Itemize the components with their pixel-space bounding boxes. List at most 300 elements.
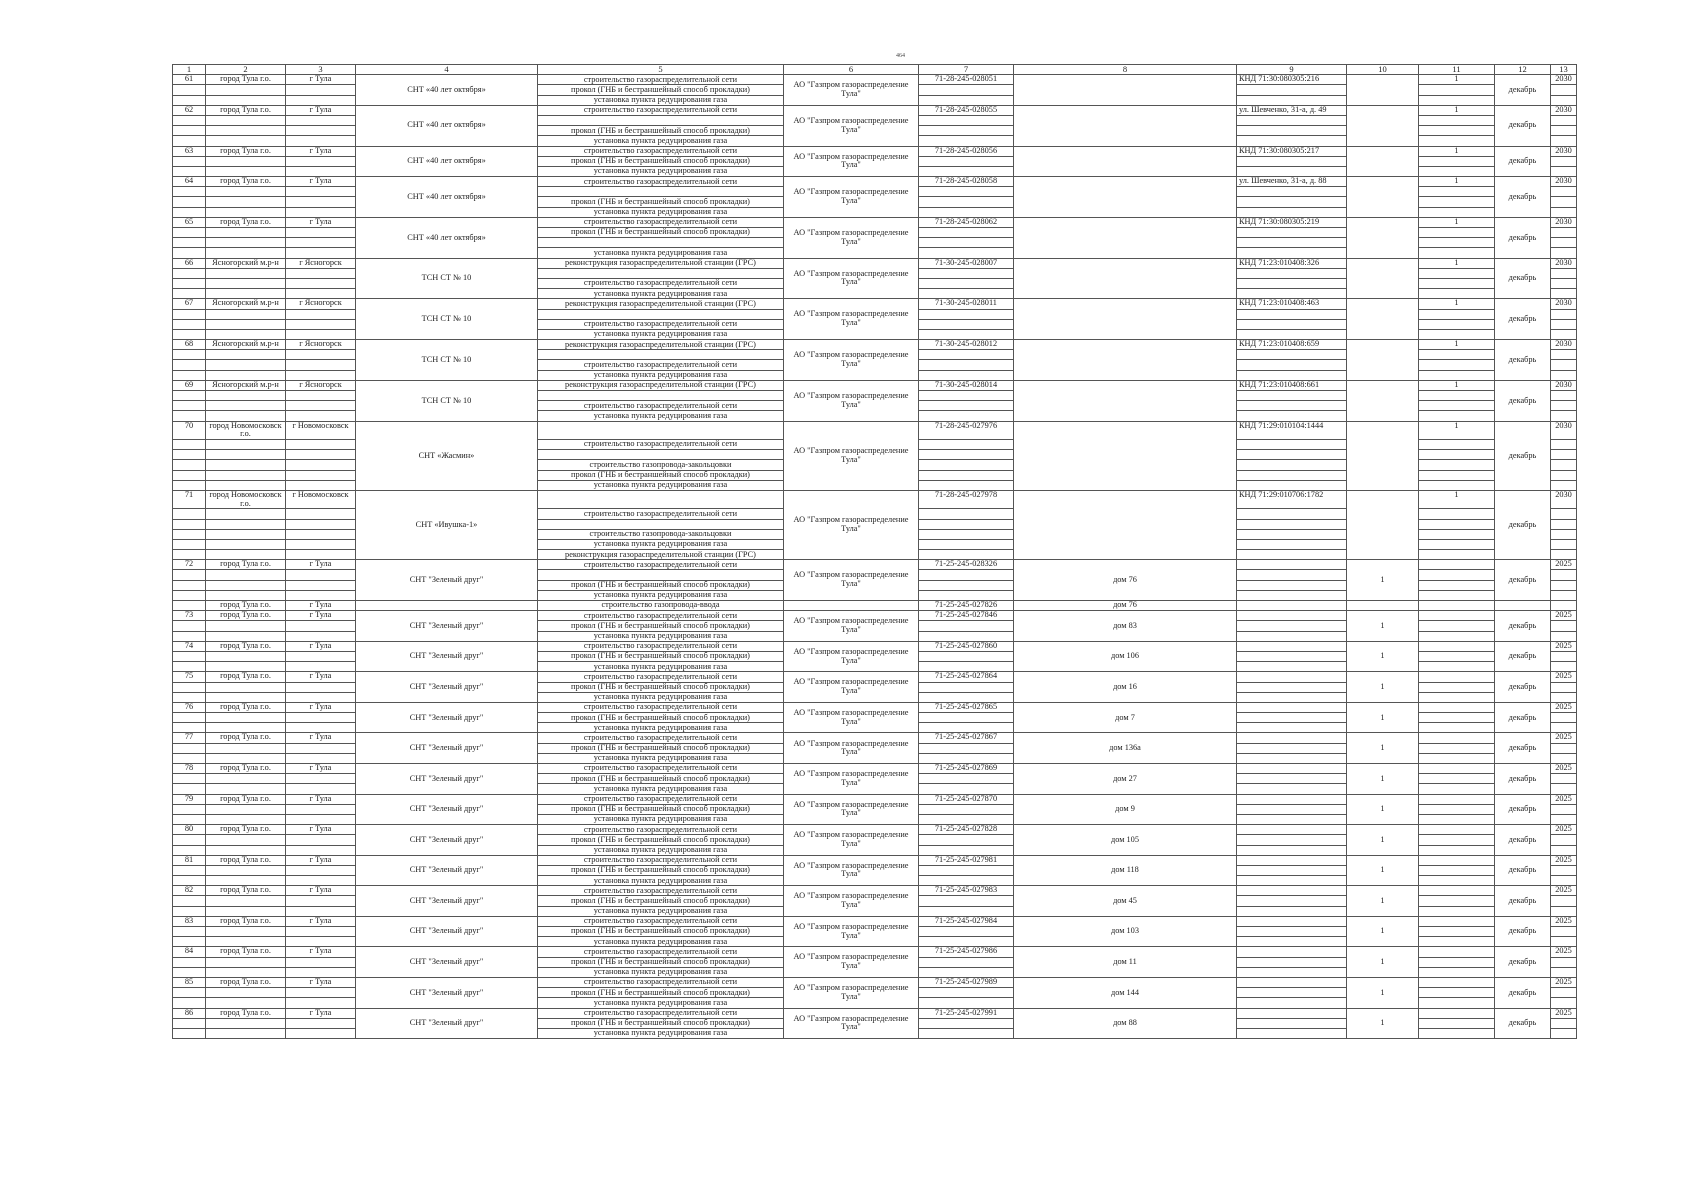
empty-cell <box>1551 713 1577 723</box>
empty-cell <box>1237 937 1347 947</box>
count-cell-11 <box>1419 1008 1495 1018</box>
work-type-cell: строительство газораспределительной сети <box>538 177 784 187</box>
empty-cell <box>1237 350 1347 360</box>
empty-cell <box>206 480 286 490</box>
address-cell <box>1237 855 1347 865</box>
organization-cell: АО "Газпром газораспределение Тула" <box>784 672 919 703</box>
organization-cell: АО "Газпром газораспределение Тула" <box>784 886 919 917</box>
empty-cell <box>173 590 206 600</box>
month-cell: декабрь <box>1495 1008 1551 1039</box>
work-type-cell: установка пункта редуцирования газа <box>538 692 784 702</box>
empty-cell <box>1237 692 1347 702</box>
empty-cell <box>173 1018 206 1028</box>
object-name-cell: СНТ "Зеленый друг" <box>356 977 538 1008</box>
city-cell: г Тула <box>286 177 356 187</box>
code-cell: 71-30-245-028011 <box>919 299 1014 309</box>
object-name-cell: СНТ «Ивушка-1» <box>356 490 538 559</box>
empty-cell <box>1237 166 1347 176</box>
empty-cell <box>286 743 356 753</box>
count-cell-11 <box>1419 855 1495 865</box>
empty-cell <box>1419 126 1495 136</box>
district-cell: город Тула г.о. <box>206 794 286 804</box>
empty-cell <box>919 896 1014 906</box>
empty-cell <box>1419 187 1495 197</box>
district-cell: город Тула г.о. <box>206 641 286 651</box>
empty-cell <box>286 723 356 733</box>
empty-cell <box>286 539 356 549</box>
count-cell-11: 1 <box>1419 177 1495 187</box>
empty-cell <box>1237 197 1347 207</box>
empty-cell <box>286 550 356 560</box>
house-cell <box>1014 299 1237 340</box>
empty-cell <box>919 539 1014 549</box>
empty-cell <box>206 309 286 319</box>
empty-cell <box>1419 289 1495 299</box>
table-row-object <box>173 947 1577 957</box>
empty-cell <box>173 401 206 411</box>
empty-cell <box>206 470 286 480</box>
empty-cell <box>919 278 1014 288</box>
empty-cell <box>919 187 1014 197</box>
city-cell: г Тула <box>286 733 356 743</box>
empty-cell <box>1419 682 1495 692</box>
district-cell: город Тула г.о. <box>206 217 286 227</box>
empty-cell <box>919 631 1014 641</box>
month-cell: декабрь <box>1495 947 1551 978</box>
address-cell: КНД 71:30:080305:219 <box>1237 217 1347 227</box>
district-cell: город Новомосковск г.о. <box>206 421 286 439</box>
table-row-object <box>173 340 1577 350</box>
empty-cell <box>1551 539 1577 549</box>
empty-cell <box>173 439 206 449</box>
count-cell-10: 1 <box>1347 947 1419 978</box>
empty-cell <box>286 329 356 339</box>
empty-cell <box>206 539 286 549</box>
year-cell: 2030 <box>1551 75 1577 85</box>
empty-cell <box>173 967 206 977</box>
empty-cell <box>1551 207 1577 217</box>
count-cell-11: 1 <box>1419 490 1495 508</box>
month-cell: декабрь <box>1495 217 1551 258</box>
count-cell-10: 1 <box>1347 886 1419 917</box>
empty-cell <box>1237 774 1347 784</box>
empty-cell <box>173 662 206 672</box>
table-row-object <box>173 560 1577 570</box>
empty-cell <box>1237 590 1347 600</box>
empty-cell <box>1237 713 1347 723</box>
city-cell: г Тула <box>286 764 356 774</box>
row-number: 69 <box>173 380 206 390</box>
district-cell: город Тула г.о. <box>206 977 286 987</box>
organization-cell <box>784 601 919 611</box>
empty-cell <box>1237 998 1347 1008</box>
empty-cell <box>286 248 356 258</box>
empty-cell <box>206 187 286 197</box>
empty-cell <box>1551 927 1577 937</box>
empty-cell <box>1551 238 1577 248</box>
empty-cell <box>173 988 206 998</box>
empty-cell <box>206 207 286 217</box>
empty-cell <box>919 450 1014 460</box>
empty-cell <box>286 391 356 401</box>
house-cell: дом 106 <box>1014 641 1237 672</box>
count-cell-10: 1 <box>1347 977 1419 1008</box>
empty-cell <box>206 753 286 763</box>
count-cell-10: 1 <box>1347 611 1419 642</box>
empty-cell <box>919 370 1014 380</box>
empty-cell <box>919 207 1014 217</box>
table-row-object <box>173 299 1577 309</box>
empty-cell <box>286 319 356 329</box>
empty-cell <box>1237 268 1347 278</box>
object-name-cell: СНТ "Зеленый друг" <box>356 1008 538 1039</box>
empty-cell <box>919 743 1014 753</box>
year-cell: 2025 <box>1551 764 1577 774</box>
empty-cell <box>286 411 356 421</box>
empty-cell <box>173 998 206 1008</box>
count-cell-10: 1 <box>1347 855 1419 886</box>
house-cell <box>1014 177 1237 218</box>
code-cell: 71-25-245-027991 <box>919 1008 1014 1018</box>
empty-cell <box>173 309 206 319</box>
empty-cell <box>206 228 286 238</box>
work-type-cell: прокол (ГНБ и бестраншейный способ прокладки) <box>538 470 784 480</box>
work-type-cell <box>538 570 784 580</box>
row-number: 85 <box>173 977 206 987</box>
work-type-cell: установка пункта редуцирования газа <box>538 876 784 886</box>
house-cell: дом 76 <box>1014 601 1237 611</box>
table-row-object <box>173 105 1577 115</box>
empty-cell <box>1237 1028 1347 1038</box>
work-type-cell: строительство газораспределительной сети <box>538 916 784 926</box>
empty-cell <box>286 631 356 641</box>
organization-cell: АО "Газпром газораспределение Тула" <box>784 560 919 601</box>
row-number: 72 <box>173 560 206 570</box>
empty-cell <box>919 411 1014 421</box>
organization-cell: АО "Газпром газораспределение Тула" <box>784 825 919 856</box>
month-cell: декабрь <box>1495 825 1551 856</box>
count-cell-11 <box>1419 764 1495 774</box>
empty-cell <box>173 460 206 470</box>
house-cell: дом 16 <box>1014 672 1237 703</box>
code-cell: 71-28-245-028055 <box>919 105 1014 115</box>
count-cell-11: 1 <box>1419 75 1495 85</box>
empty-cell <box>919 865 1014 875</box>
address-cell: КНД 71:29:010706:1782 <box>1237 490 1347 508</box>
empty-cell <box>1419 753 1495 763</box>
address-cell <box>1237 601 1347 611</box>
empty-cell <box>286 268 356 278</box>
empty-cell <box>1419 590 1495 600</box>
year-cell: 2025 <box>1551 560 1577 570</box>
organization-cell: АО "Газпром газораспределение Тула" <box>784 1008 919 1039</box>
row-number: 65 <box>173 217 206 227</box>
work-type-cell: установка пункта редуцирования газа <box>538 784 784 794</box>
work-type-cell: прокол (ГНБ и бестраншейный способ прокладки) <box>538 126 784 136</box>
count-cell-10: 1 <box>1347 794 1419 825</box>
work-type-cell: прокол (ГНБ и бестраншейный способ прокладки) <box>538 927 784 937</box>
empty-cell <box>1237 439 1347 449</box>
empty-cell <box>286 370 356 380</box>
empty-cell <box>173 845 206 855</box>
empty-cell <box>1419 784 1495 794</box>
work-type-cell: установка пункта редуцирования газа <box>538 937 784 947</box>
empty-cell <box>173 743 206 753</box>
empty-cell <box>206 631 286 641</box>
empty-cell <box>1419 631 1495 641</box>
empty-cell <box>286 1028 356 1038</box>
code-cell: 71-25-245-027989 <box>919 977 1014 987</box>
table-row-object <box>173 75 1577 85</box>
empty-cell <box>1551 743 1577 753</box>
address-cell <box>1237 560 1347 570</box>
empty-cell <box>1551 115 1577 125</box>
empty-cell <box>1237 662 1347 672</box>
empty-cell <box>1419 85 1495 95</box>
empty-cell <box>1237 876 1347 886</box>
table-row-object <box>173 672 1577 682</box>
empty-cell <box>1237 329 1347 339</box>
empty-cell <box>286 187 356 197</box>
empty-cell <box>919 228 1014 238</box>
empty-cell <box>173 187 206 197</box>
empty-cell <box>1551 350 1577 360</box>
empty-cell <box>919 713 1014 723</box>
table-row-object <box>173 764 1577 774</box>
organization-cell: АО "Газпром газораспределение Тула" <box>784 380 919 421</box>
empty-cell <box>173 621 206 631</box>
empty-cell <box>286 621 356 631</box>
empty-cell <box>1419 319 1495 329</box>
empty-cell <box>1237 865 1347 875</box>
organization-cell: АО "Газпром газораспределение Тула" <box>784 916 919 947</box>
empty-cell <box>1419 743 1495 753</box>
year-cell: 2025 <box>1551 855 1577 865</box>
city-cell: г Тула <box>286 641 356 651</box>
empty-cell <box>1237 470 1347 480</box>
object-name-cell: ТСН СТ № 10 <box>356 380 538 421</box>
empty-cell <box>1419 896 1495 906</box>
empty-cell <box>286 166 356 176</box>
empty-cell <box>206 238 286 248</box>
empty-cell <box>286 927 356 937</box>
page-number: 464 <box>896 53 905 59</box>
house-cell: дом 11 <box>1014 947 1237 978</box>
empty-cell <box>1551 95 1577 105</box>
city-cell: г Тула <box>286 560 356 570</box>
empty-cell <box>206 998 286 1008</box>
empty-cell <box>206 289 286 299</box>
empty-cell <box>286 136 356 146</box>
house-cell <box>1014 421 1237 490</box>
empty-cell <box>286 238 356 248</box>
empty-cell <box>1419 439 1495 449</box>
year-cell: 2025 <box>1551 947 1577 957</box>
month-cell: декабрь <box>1495 380 1551 421</box>
empty-cell <box>1237 967 1347 977</box>
empty-cell <box>1551 411 1577 421</box>
count-cell-11: 1 <box>1419 299 1495 309</box>
code-cell: 71-28-245-027976 <box>919 421 1014 439</box>
city-cell: г Новомосковск <box>286 490 356 508</box>
work-type-cell: прокол (ГНБ и бестраншейный способ прокладки) <box>538 896 784 906</box>
row-number: 78 <box>173 764 206 774</box>
house-cell: дом 27 <box>1014 764 1237 795</box>
city-cell: г Ясногорск <box>286 340 356 350</box>
empty-cell <box>206 411 286 421</box>
empty-cell <box>1419 519 1495 529</box>
empty-cell <box>206 166 286 176</box>
year-cell: 2025 <box>1551 611 1577 621</box>
empty-cell <box>1551 197 1577 207</box>
empty-cell <box>206 662 286 672</box>
empty-cell <box>1237 784 1347 794</box>
count-cell-11 <box>1419 825 1495 835</box>
district-cell: город Тула г.о. <box>206 702 286 712</box>
city-cell: г Ясногорск <box>286 299 356 309</box>
empty-cell <box>173 774 206 784</box>
empty-cell <box>286 519 356 529</box>
row-number: 83 <box>173 916 206 926</box>
empty-cell <box>1237 207 1347 217</box>
empty-cell <box>1551 370 1577 380</box>
year-cell: 2025 <box>1551 794 1577 804</box>
empty-cell <box>173 896 206 906</box>
month-cell: декабрь <box>1495 764 1551 795</box>
city-cell: г Тула <box>286 217 356 227</box>
row-number: 66 <box>173 258 206 268</box>
empty-cell <box>206 651 286 661</box>
work-type-cell: прокол (ГНБ и бестраншейный способ прокладки) <box>538 85 784 95</box>
empty-cell <box>1237 187 1347 197</box>
district-cell: город Тула г.о. <box>206 764 286 774</box>
district-cell: город Тула г.о. <box>206 672 286 682</box>
empty-cell <box>206 590 286 600</box>
object-name-cell: СНТ "Зеленый друг" <box>356 825 538 856</box>
work-type-cell: установка пункта редуцирования газа <box>538 166 784 176</box>
empty-cell <box>173 539 206 549</box>
empty-cell <box>206 391 286 401</box>
work-type-cell: строительство газораспределительной сети <box>538 217 784 227</box>
count-cell-11: 1 <box>1419 105 1495 115</box>
empty-cell <box>206 988 286 998</box>
empty-cell <box>173 580 206 590</box>
empty-cell <box>919 197 1014 207</box>
empty-cell <box>1237 804 1347 814</box>
empty-cell <box>286 713 356 723</box>
district-cell: город Тула г.о. <box>206 177 286 187</box>
code-cell: 71-25-245-027981 <box>919 855 1014 865</box>
object-name-cell: СНТ "Зеленый друг" <box>356 611 538 642</box>
empty-cell <box>1419 268 1495 278</box>
empty-cell <box>206 460 286 470</box>
row-number: 73 <box>173 611 206 621</box>
empty-cell <box>1237 570 1347 580</box>
empty-cell <box>173 631 206 641</box>
empty-cell <box>206 350 286 360</box>
empty-cell <box>1551 631 1577 641</box>
count-cell-11 <box>1419 702 1495 712</box>
month-cell: декабрь <box>1495 886 1551 917</box>
empty-cell <box>1551 590 1577 600</box>
month-cell: декабрь <box>1495 299 1551 340</box>
count-cell-10: 1 <box>1347 1008 1419 1039</box>
work-type-cell: строительство газораспределительной сети <box>538 105 784 115</box>
table-row-object <box>173 886 1577 896</box>
empty-cell <box>1237 927 1347 937</box>
empty-cell <box>919 115 1014 125</box>
empty-cell <box>286 937 356 947</box>
row-number: 68 <box>173 340 206 350</box>
address-cell: КНД 71:30:080305:217 <box>1237 146 1347 156</box>
district-cell: город Тула г.о. <box>206 1008 286 1018</box>
empty-cell <box>919 774 1014 784</box>
empty-cell <box>1419 1018 1495 1028</box>
count-cell-10: 1 <box>1347 825 1419 856</box>
work-type-cell: установка пункта редуцирования газа <box>538 662 784 672</box>
month-cell: декабрь <box>1495 611 1551 642</box>
house-cell <box>1014 75 1237 106</box>
table-body <box>173 75 1577 1039</box>
empty-cell <box>1419 115 1495 125</box>
month-cell: декабрь <box>1495 702 1551 733</box>
district-cell: город Тула г.о. <box>206 855 286 865</box>
empty-cell <box>1237 309 1347 319</box>
empty-cell <box>173 238 206 248</box>
count-cell-10: 1 <box>1347 672 1419 703</box>
work-type-cell: строительство газораспределительной сети <box>538 825 784 835</box>
empty-cell <box>206 621 286 631</box>
empty-cell <box>173 519 206 529</box>
table-row-object <box>173 601 1577 611</box>
city-cell: г Тула <box>286 702 356 712</box>
empty-cell <box>286 85 356 95</box>
empty-cell <box>919 927 1014 937</box>
code-cell: 71-28-245-028056 <box>919 146 1014 156</box>
empty-cell <box>1551 529 1577 539</box>
empty-cell <box>206 692 286 702</box>
empty-cell <box>1419 411 1495 421</box>
work-type-cell <box>538 350 784 360</box>
empty-cell <box>173 350 206 360</box>
empty-cell <box>1551 519 1577 529</box>
object-name-cell: СНТ "Зеленый друг" <box>356 855 538 886</box>
work-type-cell: установка пункта редуцирования газа <box>538 248 784 258</box>
empty-cell <box>173 1028 206 1038</box>
empty-cell <box>286 988 356 998</box>
empty-cell <box>206 865 286 875</box>
house-cell <box>1014 380 1237 421</box>
empty-cell <box>1237 360 1347 370</box>
work-type-cell: строительство газораспределительной сети <box>538 702 784 712</box>
empty-cell <box>919 723 1014 733</box>
empty-cell <box>1419 550 1495 560</box>
empty-cell <box>1237 1018 1347 1028</box>
city-cell: г Тула <box>286 672 356 682</box>
count-cell-11 <box>1419 672 1495 682</box>
empty-cell <box>286 876 356 886</box>
year-cell: 2030 <box>1551 177 1577 187</box>
empty-cell <box>173 550 206 560</box>
empty-cell <box>286 480 356 490</box>
column-number: 2 <box>206 65 286 75</box>
work-type-cell: строительство газораспределительной сети <box>538 439 784 449</box>
empty-cell <box>286 570 356 580</box>
organization-cell: АО "Газпром газораспределение Тула" <box>784 641 919 672</box>
house-cell: дом 7 <box>1014 702 1237 733</box>
column-number: 5 <box>538 65 784 75</box>
count-cell-10: 1 <box>1347 702 1419 733</box>
